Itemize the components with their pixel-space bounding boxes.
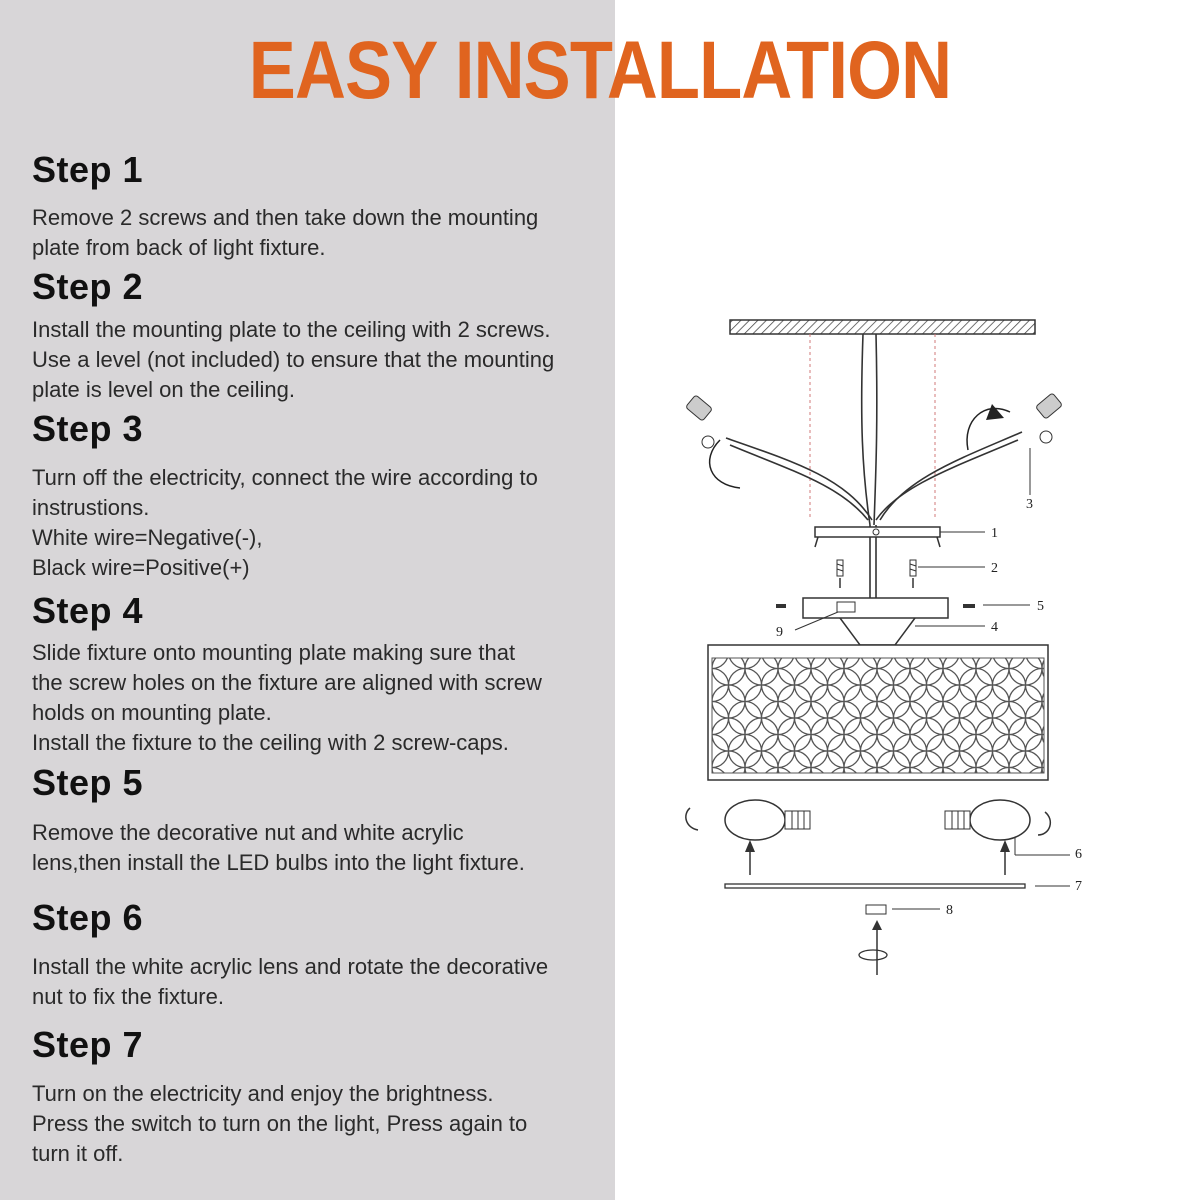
step-1-heading: Step 1: [32, 149, 144, 190]
step-2-heading: Step 2: [32, 266, 144, 307]
step-3-body: [32, 463, 612, 583]
label-5: 5: [1037, 599, 1044, 614]
label-7: 7: [1075, 879, 1082, 894]
step-4-heading: Step 4: [32, 590, 144, 631]
label-2: 2: [991, 561, 998, 576]
step-2-body: [32, 315, 612, 405]
step-6-line: nut to fix the fixture.: [32, 984, 224, 1009]
step-4-line: Install the fixture to the ceiling with 2 screw-caps.: [32, 730, 509, 755]
step-3-heading: Step 3: [32, 408, 144, 449]
wire-connector-left: [685, 395, 740, 488]
step-3-line: White wire=Negative(-),: [32, 525, 263, 550]
label-4: 4: [991, 620, 998, 635]
step-2-line: Install the mounting plate to the ceiling with 2 screws.: [32, 317, 551, 342]
label-1: 1: [991, 526, 998, 541]
step-7-line: Turn on the electricity and enjoy the brightness.: [32, 1081, 494, 1106]
step-2-line: plate is level on the ceiling.: [32, 377, 295, 402]
label-6: 6: [1075, 847, 1082, 862]
fixture-base: [776, 598, 975, 645]
step-5-line: Remove the decorative nut and white acrylic: [32, 820, 464, 845]
page-title: EASY INSTALLATION: [248, 25, 952, 116]
decorative-nut: [859, 905, 887, 975]
step-5-line: lens,then install the LED bulbs into the light fixture.: [32, 850, 525, 875]
step-7-line: turn it off.: [32, 1141, 124, 1166]
step-3-line: instrustions.: [32, 495, 150, 520]
label-9: 9: [776, 625, 783, 640]
bulb-right: [945, 800, 1050, 875]
bulb-left: [686, 800, 810, 875]
step-5-body: [32, 818, 612, 878]
installation-diagram: [660, 300, 1180, 1000]
step-6-line: Install the white acrylic lens and rotate the decorative: [32, 954, 549, 979]
drum-shade: [708, 645, 1048, 780]
step-1-line: Remove 2 screws and then take down the mounting: [32, 205, 539, 230]
step-7-line: Press the switch to turn on the light, Press again to: [32, 1111, 528, 1136]
acrylic-lens: [725, 884, 1025, 888]
step-5-heading: Step 5: [32, 762, 144, 803]
step-3-line: Turn off the electricity, connect the wire according to: [32, 465, 538, 490]
step-6-heading: Step 6: [32, 897, 144, 938]
step-2-line: Use a level (not included) to ensure that the mounting: [32, 347, 555, 372]
step-6-body: [32, 952, 612, 1012]
step-4-body: [32, 638, 612, 758]
step-7-heading: Step 7: [32, 1024, 144, 1065]
step-3-line: Black wire=Positive(+): [32, 555, 250, 580]
step-4-line: the screw holes on the fixture are aligned with screw: [32, 670, 542, 695]
wires: [726, 334, 1022, 600]
mounting-plate: [815, 527, 940, 547]
label-8: 8: [946, 903, 953, 918]
label-3: 3: [1026, 497, 1033, 512]
step-4-line: holds on mounting plate.: [32, 700, 272, 725]
step-7-body: [32, 1079, 612, 1169]
step-4-line: Slide fixture onto mounting plate making sure that: [32, 640, 516, 665]
screw-left: [837, 560, 843, 588]
ceiling: [730, 320, 1035, 334]
screw-right: [910, 560, 916, 588]
step-1-body: [32, 203, 612, 263]
step-1-line: plate from back of light fixture.: [32, 235, 326, 260]
guide-lines: [810, 334, 935, 520]
